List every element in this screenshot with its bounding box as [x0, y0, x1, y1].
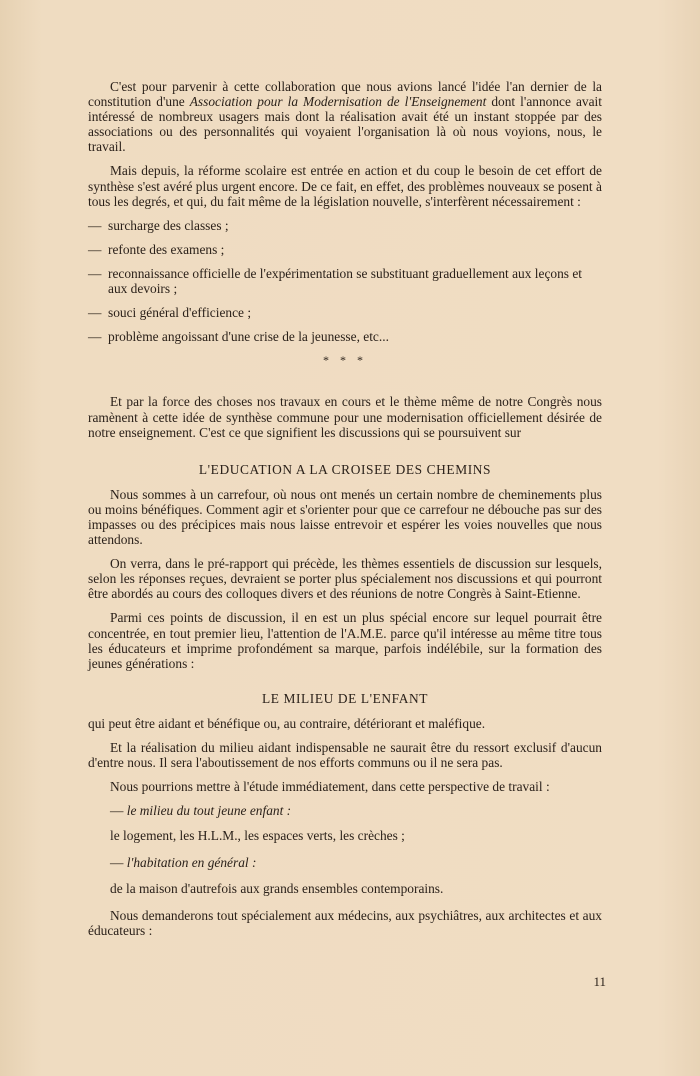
- subtopic-habitation: [88, 855, 602, 870]
- dash-bullet: —: [88, 305, 102, 321]
- section-heading-croisee: L'EDUCATION A LA CROISEE DES CHEMINS: [198, 461, 492, 477]
- list-item-text: surcharge des classes ;: [108, 217, 229, 233]
- dash-bullet: —: [88, 241, 102, 257]
- subtopic-jeune-enfant: [88, 803, 602, 818]
- paragraph-carrefour: Nous sommes à un carrefour, où nous ont menés un certain nombre de cheminements plus ou moins bénéfiques. Comment agir et s'orienter pour que ce carrefour ne débouche pas sur des impasses ou des précipices mais nous laisse entrevoir et espérer les voies nouvelles que nous attendons.: [88, 486, 602, 548]
- list-item: [88, 218, 602, 233]
- problems-list: [88, 218, 602, 345]
- page-number: 11: [593, 974, 606, 989]
- section-heading-milieu: LE MILIEU DE L'ENFANT: [261, 690, 429, 706]
- paragraph-text: C'est pour parvenir à cette collaboration que nous avions lancé l'idée l'an dernier de la constitution d'une: [88, 79, 602, 110]
- dash-bullet: —: [88, 329, 102, 345]
- paragraph-points-discussion: Parmi ces points de discussion, il en est un plus spécial encore sur lequel pourrait être concentrée, en tout premier lieu, l'attention de l'A.M.E. parce qu'il intéresse au même titre tous les éducateurs et imprime profondément sa marque, parfois indélébile, sur la formation des jeunes générations :: [88, 610, 602, 671]
- subtopic-jeune-enfant-text: le logement, les H.L.M., les espaces verts, les crèches ;: [110, 828, 405, 844]
- list-item: [88, 305, 602, 320]
- list-item: [88, 242, 602, 257]
- dash-bullet: —: [110, 803, 124, 819]
- paragraph-perspective: Nous pourrions mettre à l'étude immédiatement, dans cette perspective de travail :: [110, 779, 550, 795]
- paragraph-association: [88, 79, 602, 154]
- list-item: [88, 266, 602, 296]
- dash-bullet: —: [88, 265, 102, 281]
- subtopic-title: l'habitation en général :: [126, 855, 257, 871]
- page-body: [88, 79, 602, 938]
- association-name: Association pour la Modernisation de l'Enseignement: [189, 94, 487, 110]
- paragraph-realisation: Et la réalisation du milieu aidant indispensable ne saurait être du ressort exclusif d'aucun d'entre nous. Il sera l'aboutissement de nos efforts communs ou il ne sera pas.: [88, 740, 602, 771]
- paragraph-congres: Et par la force des choses nos travaux en cours et le thème même de notre Congrès nous ramènent à cette idée de synthèse commune pour une modernisation officiellement désirée de notre enseignement. C'est ce que signifient les discussions qui se poursuivent sur: [88, 394, 602, 440]
- subtopic-title: le milieu du tout jeune enfant :: [126, 803, 292, 819]
- list-item-text: problème angoissant d'une crise de la jeunesse, etc...: [108, 329, 389, 345]
- list-item-text: reconnaissance officielle de l'expérimentation se substituant graduellement aux leçons et aux devoirs ;: [108, 265, 583, 297]
- subtopic-habitation-text: de la maison d'autrefois aux grands ensembles contemporains.: [110, 880, 444, 896]
- list-item-text: refonte des examens ;: [108, 241, 225, 257]
- section-separator: * * *: [323, 353, 367, 368]
- paragraph-text: dont l'annonce avait intéressé de nombreux usagers mais dont la réalisation avait été un instant stoppée par des associations ou des personnalités qui voyaient l'organisation là où nous voyions, nous, le travail.: [88, 94, 602, 155]
- paragraph-reforme: Mais depuis, la réforme scolaire est entrée en action et du coup le besoin de cet effort de synthèse s'est avéré plus urgent encore. De ce fait, en effet, des problèmes nouveaux se posent à tous les degrés, et qui, du fait même de la législation nouvelle, s'interfèrent nécessairement :: [88, 163, 602, 209]
- dash-bullet: —: [88, 217, 102, 233]
- list-item: [88, 329, 602, 344]
- list-item-text: souci général d'efficience ;: [108, 305, 252, 321]
- paragraph-demande: Nous demanderons tout spécialement aux médecins, aux psychiâtres, aux architectes et aux éducateurs :: [88, 907, 602, 938]
- dash-bullet: —: [110, 855, 124, 871]
- paragraph-pre-rapport: On verra, dans le pré-rapport qui précède, les thèmes essentiels de discussion sur lesquels, selon les réponses reçues, devraient se porter plus spécialement nos discussions et qui pourront être abordés au cours des colloques divers et des réunions de notre Congrès à Saint-Etienne.: [88, 556, 602, 602]
- paragraph-milieu-aidant: qui peut être aidant et bénéfique ou, au contraire, détériorant et maléfique.: [88, 715, 486, 731]
